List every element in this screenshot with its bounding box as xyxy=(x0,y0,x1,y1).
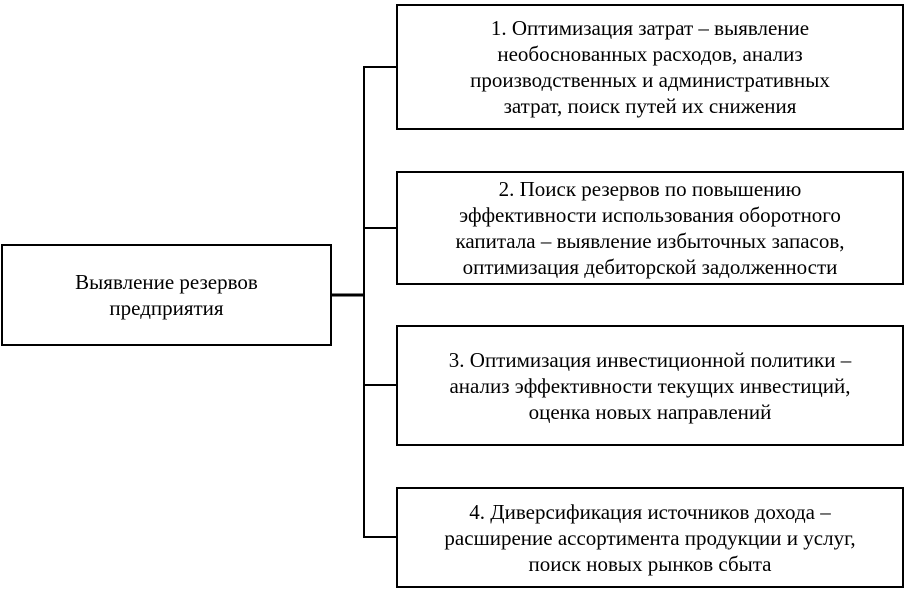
branch-node-3 xyxy=(396,325,904,446)
root-node xyxy=(1,244,332,346)
root-node-label: Выявление резервов предприятия xyxy=(75,270,258,320)
branch-node-2 xyxy=(396,171,904,285)
branch-node-2-label: 2. Поиск резервов по повышению эффективности использования оборотного капитала – выявление избыточных запасов, оптимизация дебиторской задолженности xyxy=(455,177,845,279)
branch-node-3-label: 3. Оптимизация инвестиционной политики – анализ эффективности текущих инвестиций, оценка новых направлений xyxy=(448,347,852,424)
branch-node-1-label: 1. Оптимизация затрат – выявление необоснованных расходов, анализ производственных и административных затрат, поиск путей их снижения xyxy=(470,16,830,118)
branch-node-4 xyxy=(396,487,904,588)
branch-node-4-label: 4. Диверсификация источников дохода – расширение ассортимента продукции и услуг, поиск новых рынков сбыта xyxy=(444,499,856,576)
branch-node-1 xyxy=(396,4,904,130)
